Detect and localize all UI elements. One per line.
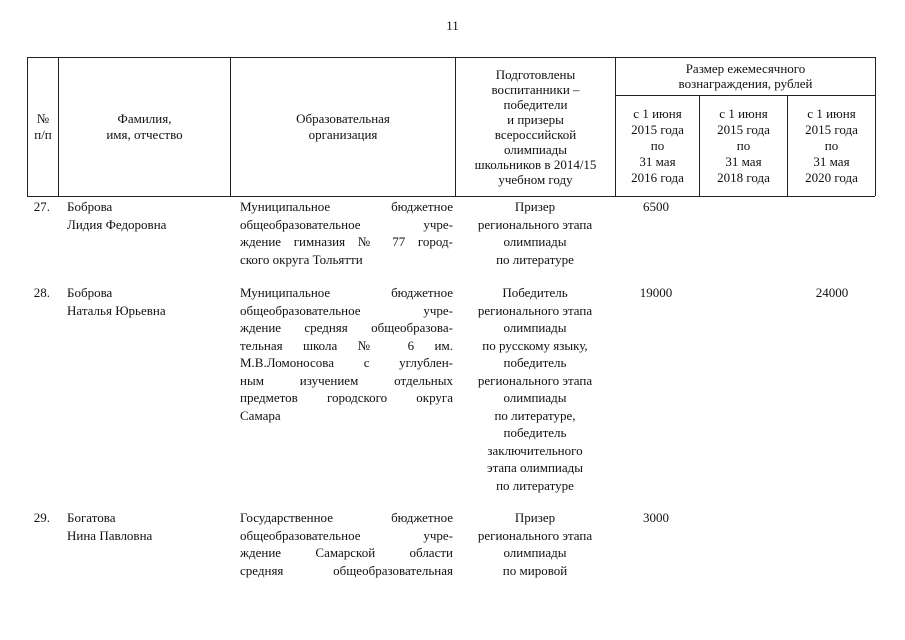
ach-line: заключительного xyxy=(487,442,583,458)
row-number: 29. xyxy=(33,510,50,525)
header-period-2018: с 1 июня 2015 года по 31 мая 2018 года xyxy=(717,106,770,185)
ach-line: этапа олимпиады xyxy=(486,460,584,475)
org-line: М.В.Ломоносова с углублен- xyxy=(240,355,453,370)
org-line: Самара xyxy=(240,407,281,423)
org-line: тельная школа № 6 им. xyxy=(240,337,453,353)
amount-2016: 19000 xyxy=(639,285,673,300)
row-number: 27. xyxy=(33,199,50,214)
ach-line: регионального этапа xyxy=(477,302,593,318)
person-name xyxy=(67,509,227,544)
org-line: ждение средняя общеобразова- xyxy=(240,320,453,335)
org-line: ского округа Тольятти xyxy=(240,251,363,267)
ach-line: Победитель xyxy=(502,285,568,300)
amount-2016: 6500 xyxy=(643,199,669,214)
surname: Боброва xyxy=(67,199,113,214)
organization xyxy=(240,509,453,579)
org-line: ждение Самарской области xyxy=(240,545,453,560)
org-line: Государственное бюджетное xyxy=(240,510,453,525)
given-names: Наталья Юрьевна xyxy=(67,302,166,318)
organization xyxy=(240,284,453,424)
amount-2020: 24000 xyxy=(815,285,849,300)
person-name xyxy=(67,284,227,319)
page-number: 11 xyxy=(446,18,459,33)
ach-line: олимпиады xyxy=(503,234,567,249)
amount-2016: 3000 xyxy=(643,510,669,525)
header-achievement: Подготовлены воспитанники – победители и призеры всероссийской олимпиады школьников в 2014/15 учебном году xyxy=(474,66,597,187)
header-period-2016: с 1 июня 2015 года по 31 мая 2016 года xyxy=(631,106,684,185)
ach-line: по русскому языку, xyxy=(482,337,588,353)
header-num: № п/п xyxy=(34,111,52,142)
ach-line: победитель xyxy=(503,355,567,370)
ach-line: по мировой xyxy=(502,562,568,578)
ach-line: Призер xyxy=(514,199,556,214)
achievement xyxy=(456,284,614,494)
ach-line: олимпиады xyxy=(503,390,567,405)
header-reward: Размер ежемесячного вознаграждения, рублей xyxy=(678,60,813,91)
ach-line: регионального этапа xyxy=(477,527,593,543)
ach-line: Призер xyxy=(514,510,556,525)
org-line: ждение гимназия № 77 город- xyxy=(240,234,453,249)
org-line: общеобразовательное учре- xyxy=(240,302,453,318)
org-line: Муниципальное бюджетное xyxy=(240,199,453,214)
achievement xyxy=(456,509,614,579)
surname: Боброва xyxy=(67,285,113,300)
header-name: Фамилия, имя, отчество xyxy=(106,111,183,142)
ach-line: регионального этапа xyxy=(477,216,593,232)
ach-line: олимпиады xyxy=(503,320,567,335)
org-line: ным изучением отдельных xyxy=(240,372,453,388)
row-number: 28. xyxy=(33,285,50,300)
achievement xyxy=(456,198,614,268)
header-bottom-border xyxy=(27,196,875,197)
person-name xyxy=(67,198,227,233)
ach-line: по литературе xyxy=(496,477,574,493)
given-names: Нина Павловна xyxy=(67,527,153,543)
org-line: средняя общеобразовательная xyxy=(240,562,453,578)
organization xyxy=(240,198,453,268)
ach-line: регионального этапа xyxy=(477,372,593,388)
org-line: общеобразовательное учре- xyxy=(240,216,453,232)
ach-line: победитель xyxy=(503,425,567,440)
surname: Богатова xyxy=(67,510,116,525)
ach-line: по литературе xyxy=(496,251,574,267)
org-line: общеобразовательное учре- xyxy=(240,527,453,543)
ach-line: олимпиады xyxy=(503,545,567,560)
header-period-2020: с 1 июня 2015 года по 31 мая 2020 года xyxy=(805,106,858,185)
org-line: Муниципальное бюджетное xyxy=(240,285,453,300)
ach-line: по литературе, xyxy=(494,407,576,423)
header-org: Образовательная организация xyxy=(296,111,390,142)
header-right-border xyxy=(875,57,876,196)
org-line: предметов городского округа xyxy=(240,390,453,405)
table-header xyxy=(27,57,875,196)
given-names: Лидия Федоровна xyxy=(67,216,167,232)
